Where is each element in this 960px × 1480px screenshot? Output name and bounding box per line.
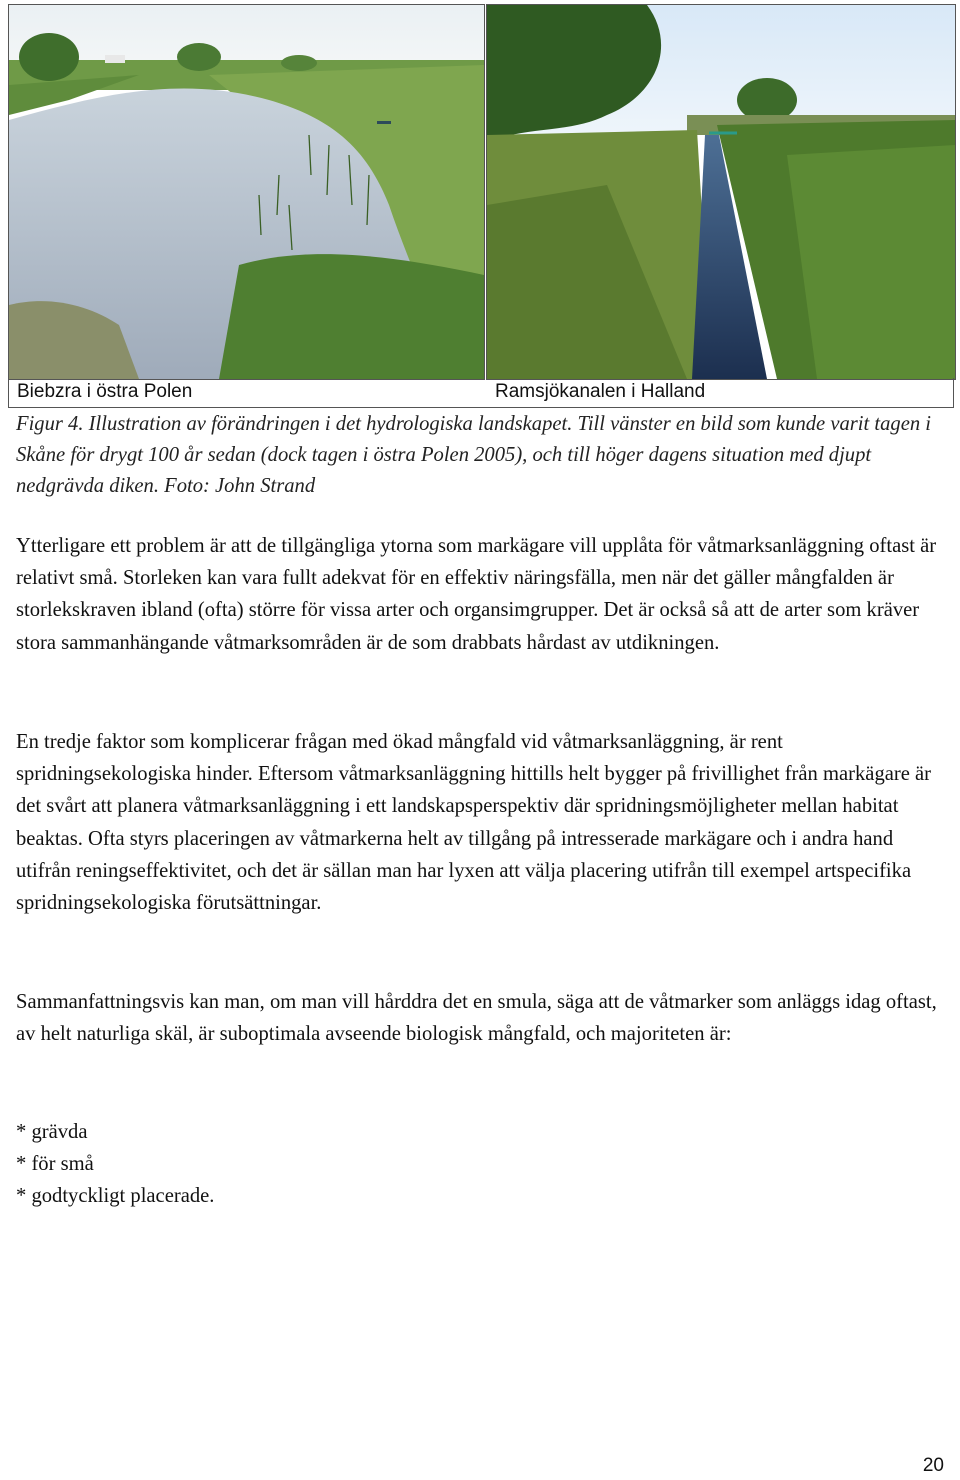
paragraph: Ytterligare ett problem är att de tillgängliga ytorna som markägare vill upplåta för våtmarksanläggning oftast är relativt små. Storleken kan vara fullt adekvat för en effektiv näringsfälla, men när det gäller mångfalden är storlekskraven ibland (ofta) större för vissa arter och organsimgrupper. Det är också så att de arter som kräver stora sammanhängande våtmarksområden är de som drabbats hårdast av utdikningen. [16, 535, 937, 654]
left-photo-caption: Biebzra i östra Polen [17, 381, 193, 402]
list-item: * för små [16, 1153, 94, 1176]
bullet-list [16, 1116, 941, 1213]
left-photo-river-wetland [8, 4, 485, 380]
right-photo-drainage-ditch [486, 4, 956, 380]
drainage-ditch-illustration [487, 5, 955, 379]
list-item: * godtyckligt placerade. [16, 1185, 215, 1208]
river-wetland-illustration [9, 5, 484, 379]
page-number: 20 [922, 1455, 944, 1476]
paragraph: En tredje faktor som komplicerar frågan med ökad mångfald vid våtmarksanläggning, är rent spridningsekologiska hinder. Eftersom våtmarksanläggning hittills helt bygger på frivillighet från markägare är det svårt att planera våtmarksanläggning i ett landskapsperspektiv där spridningsmöjligheter mellan habitat beaktas. Ofta styrs placeringen av våtmarkerna helt av tillgång på intresserade markägare och i andra hand utifrån reningseffektivitet, och det är sällan man har lyxen att välja placering utifrån till exempel artspecifika spridningsekologiska förutsättningar. [16, 731, 932, 915]
photo-labels-row [8, 378, 954, 408]
figure-caption: Figur 4. Illustration av förändringen i det hydrologiska landskapet. Till vänster en bild som kunde varit tagen i Skåne för drygt 100 år sedan (dock tagen i östra Polen 2005), och till höger dagens situation med djupt nedgrävda diken. Foto: John Strand [16, 413, 932, 497]
list-item: * grävda [16, 1121, 88, 1143]
right-photo-caption: Ramsjökanalen i Halland [495, 381, 706, 402]
paragraph: Sammanfattningsvis kan man, om man vill hårddra det en smula, säga att de våtmarker som anläggs idag oftast, av helt naturliga skäl, är suboptimala avseende biologisk mångfald, och majoriteten är: [16, 991, 937, 1046]
